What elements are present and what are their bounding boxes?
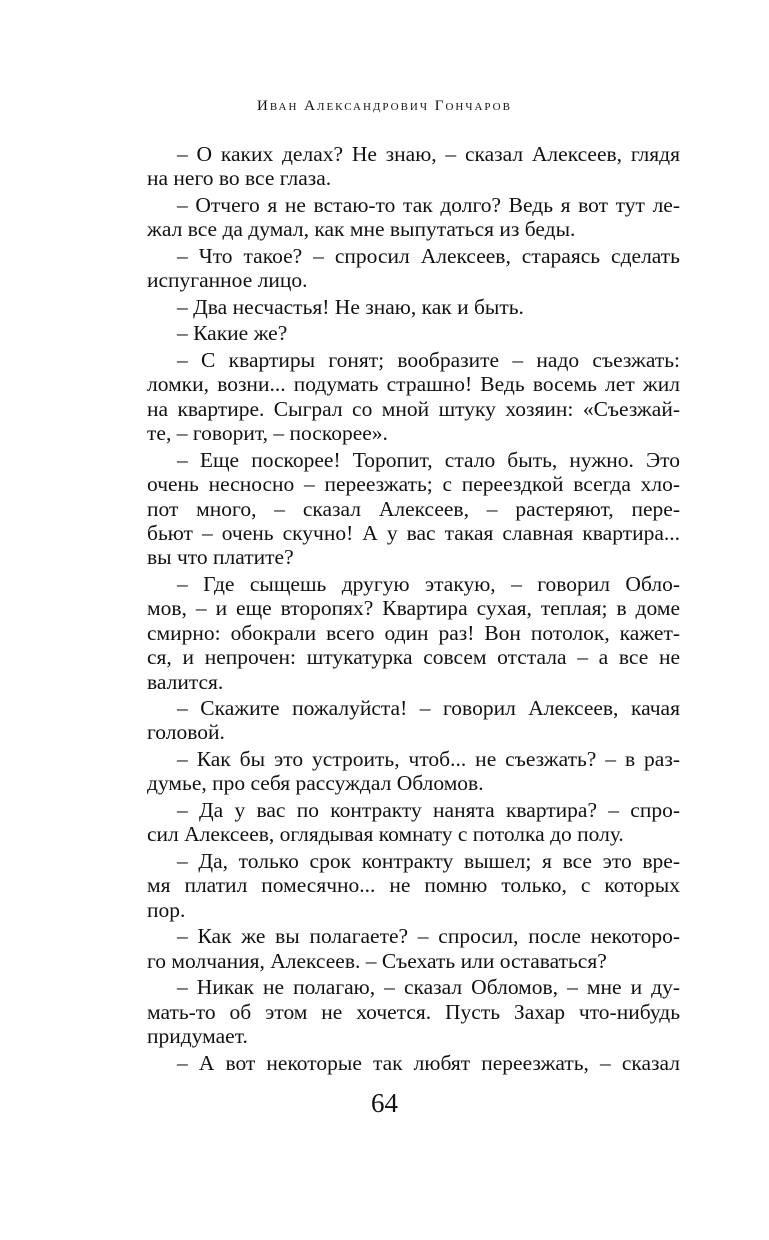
paragraph <box>147 348 680 446</box>
text-line: – Как бы это устроить, чтоб... не съезжать? – в раз- <box>177 747 680 772</box>
text-line: – Как же вы полагаете? – спросил, после некоторо- <box>177 924 680 949</box>
paragraph <box>147 696 680 745</box>
text-line: смирно: обокрали всего один раз! Вон потолок, кажет- <box>147 620 680 645</box>
text-line: мать-то об этом не хочется. Пусть Захар что-нибудь <box>147 999 680 1024</box>
text-line: – Два несчастья! Не знаю, как и быть. <box>177 294 524 319</box>
paragraph <box>147 798 680 847</box>
paragraph <box>147 1051 680 1075</box>
text-line: думье, про себя рассуждал Обломов. <box>147 771 484 796</box>
text-line: го молчания, Алексеев. – Съехать или оставаться? <box>147 948 607 973</box>
text-line: пот много, – сказал Алексеев, – растеряют, пере- <box>147 496 680 521</box>
text-line: – Где сыщешь другую этакую, – говорил Обло- <box>177 571 680 596</box>
text-line: – Никак не полагаю, – сказал Обломов, – мне и ду- <box>177 975 680 1000</box>
text-line: – Еще поскорее! Торопит, стало быть, нужно. Это <box>177 447 680 472</box>
paragraph <box>147 244 680 293</box>
text-line: – О каких делах? Не знаю, – сказал Алексеев, глядя <box>177 142 680 166</box>
text-line: – Да у вас по контракту нанята квартира? – спро- <box>177 798 680 823</box>
text-line: мя платил помесячно... не помню только, с которых <box>147 873 680 898</box>
paragraph <box>147 924 680 973</box>
text-line: придумает. <box>147 1024 248 1049</box>
text-line: ся, и непрочен: штукатурка совсем отстала – а все не <box>147 645 680 670</box>
text-line: – Отчего я не встаю-то так долго? Ведь я вот тут ле- <box>177 192 680 217</box>
paragraph <box>147 193 680 242</box>
text-line: ломки, возни... подумать страшно! Ведь восемь лет жил <box>147 372 680 397</box>
paragraph <box>147 142 680 191</box>
paragraph <box>147 321 680 345</box>
text-line: сил Алексеев, оглядывая комнату с потолка до полу. <box>147 822 624 847</box>
text-line: на него во все глаза. <box>147 166 332 191</box>
text-line: – Что такое? – спросил Алексеев, стараясь сделать <box>177 243 680 268</box>
page-number: 64 <box>371 1088 398 1118</box>
text-line: пор. <box>147 897 186 922</box>
text-line: очень несносно – переезжать; с переездкой всегда хло- <box>147 472 680 497</box>
paragraph <box>147 849 680 922</box>
text-line: – Скажите пожалуйста! – говорил Алексеев, качая <box>177 696 680 721</box>
paragraph <box>147 572 680 694</box>
text-line: – С квартиры гонят; вообразите – надо съезжать: <box>177 348 680 373</box>
text-line: мов, – и еще второпях? Квартира сухая, теплая; в доме <box>147 596 680 621</box>
text-line: вы что платите? <box>147 545 294 570</box>
running-head: Иван Александрович Гончаров <box>257 98 512 114</box>
text-line: головой. <box>147 720 225 745</box>
text-line: те, – говорит, – поскорее». <box>147 421 388 446</box>
paragraph <box>147 975 680 1048</box>
paragraph <box>147 295 680 319</box>
paragraph <box>147 747 680 796</box>
text-line: – А вот некоторые так любят переезжать, – сказал <box>177 1050 680 1075</box>
body-text <box>147 142 680 1077</box>
text-line: – Какие же? <box>177 321 288 346</box>
text-line: жал все да думал, как мне выпутаться из беды. <box>147 217 576 242</box>
text-line: – Да, только срок контракту вышел; я все это вре- <box>177 849 680 873</box>
text-line: испуганное лицо. <box>147 268 308 293</box>
text-line: валится. <box>147 669 224 694</box>
paragraph <box>147 448 680 570</box>
text-line: бьют – очень скучно! А у вас такая славная квартира... <box>147 520 680 545</box>
text-line: на квартире. Сыграл со мной штуку хозяин: «Съезжай- <box>147 396 680 421</box>
